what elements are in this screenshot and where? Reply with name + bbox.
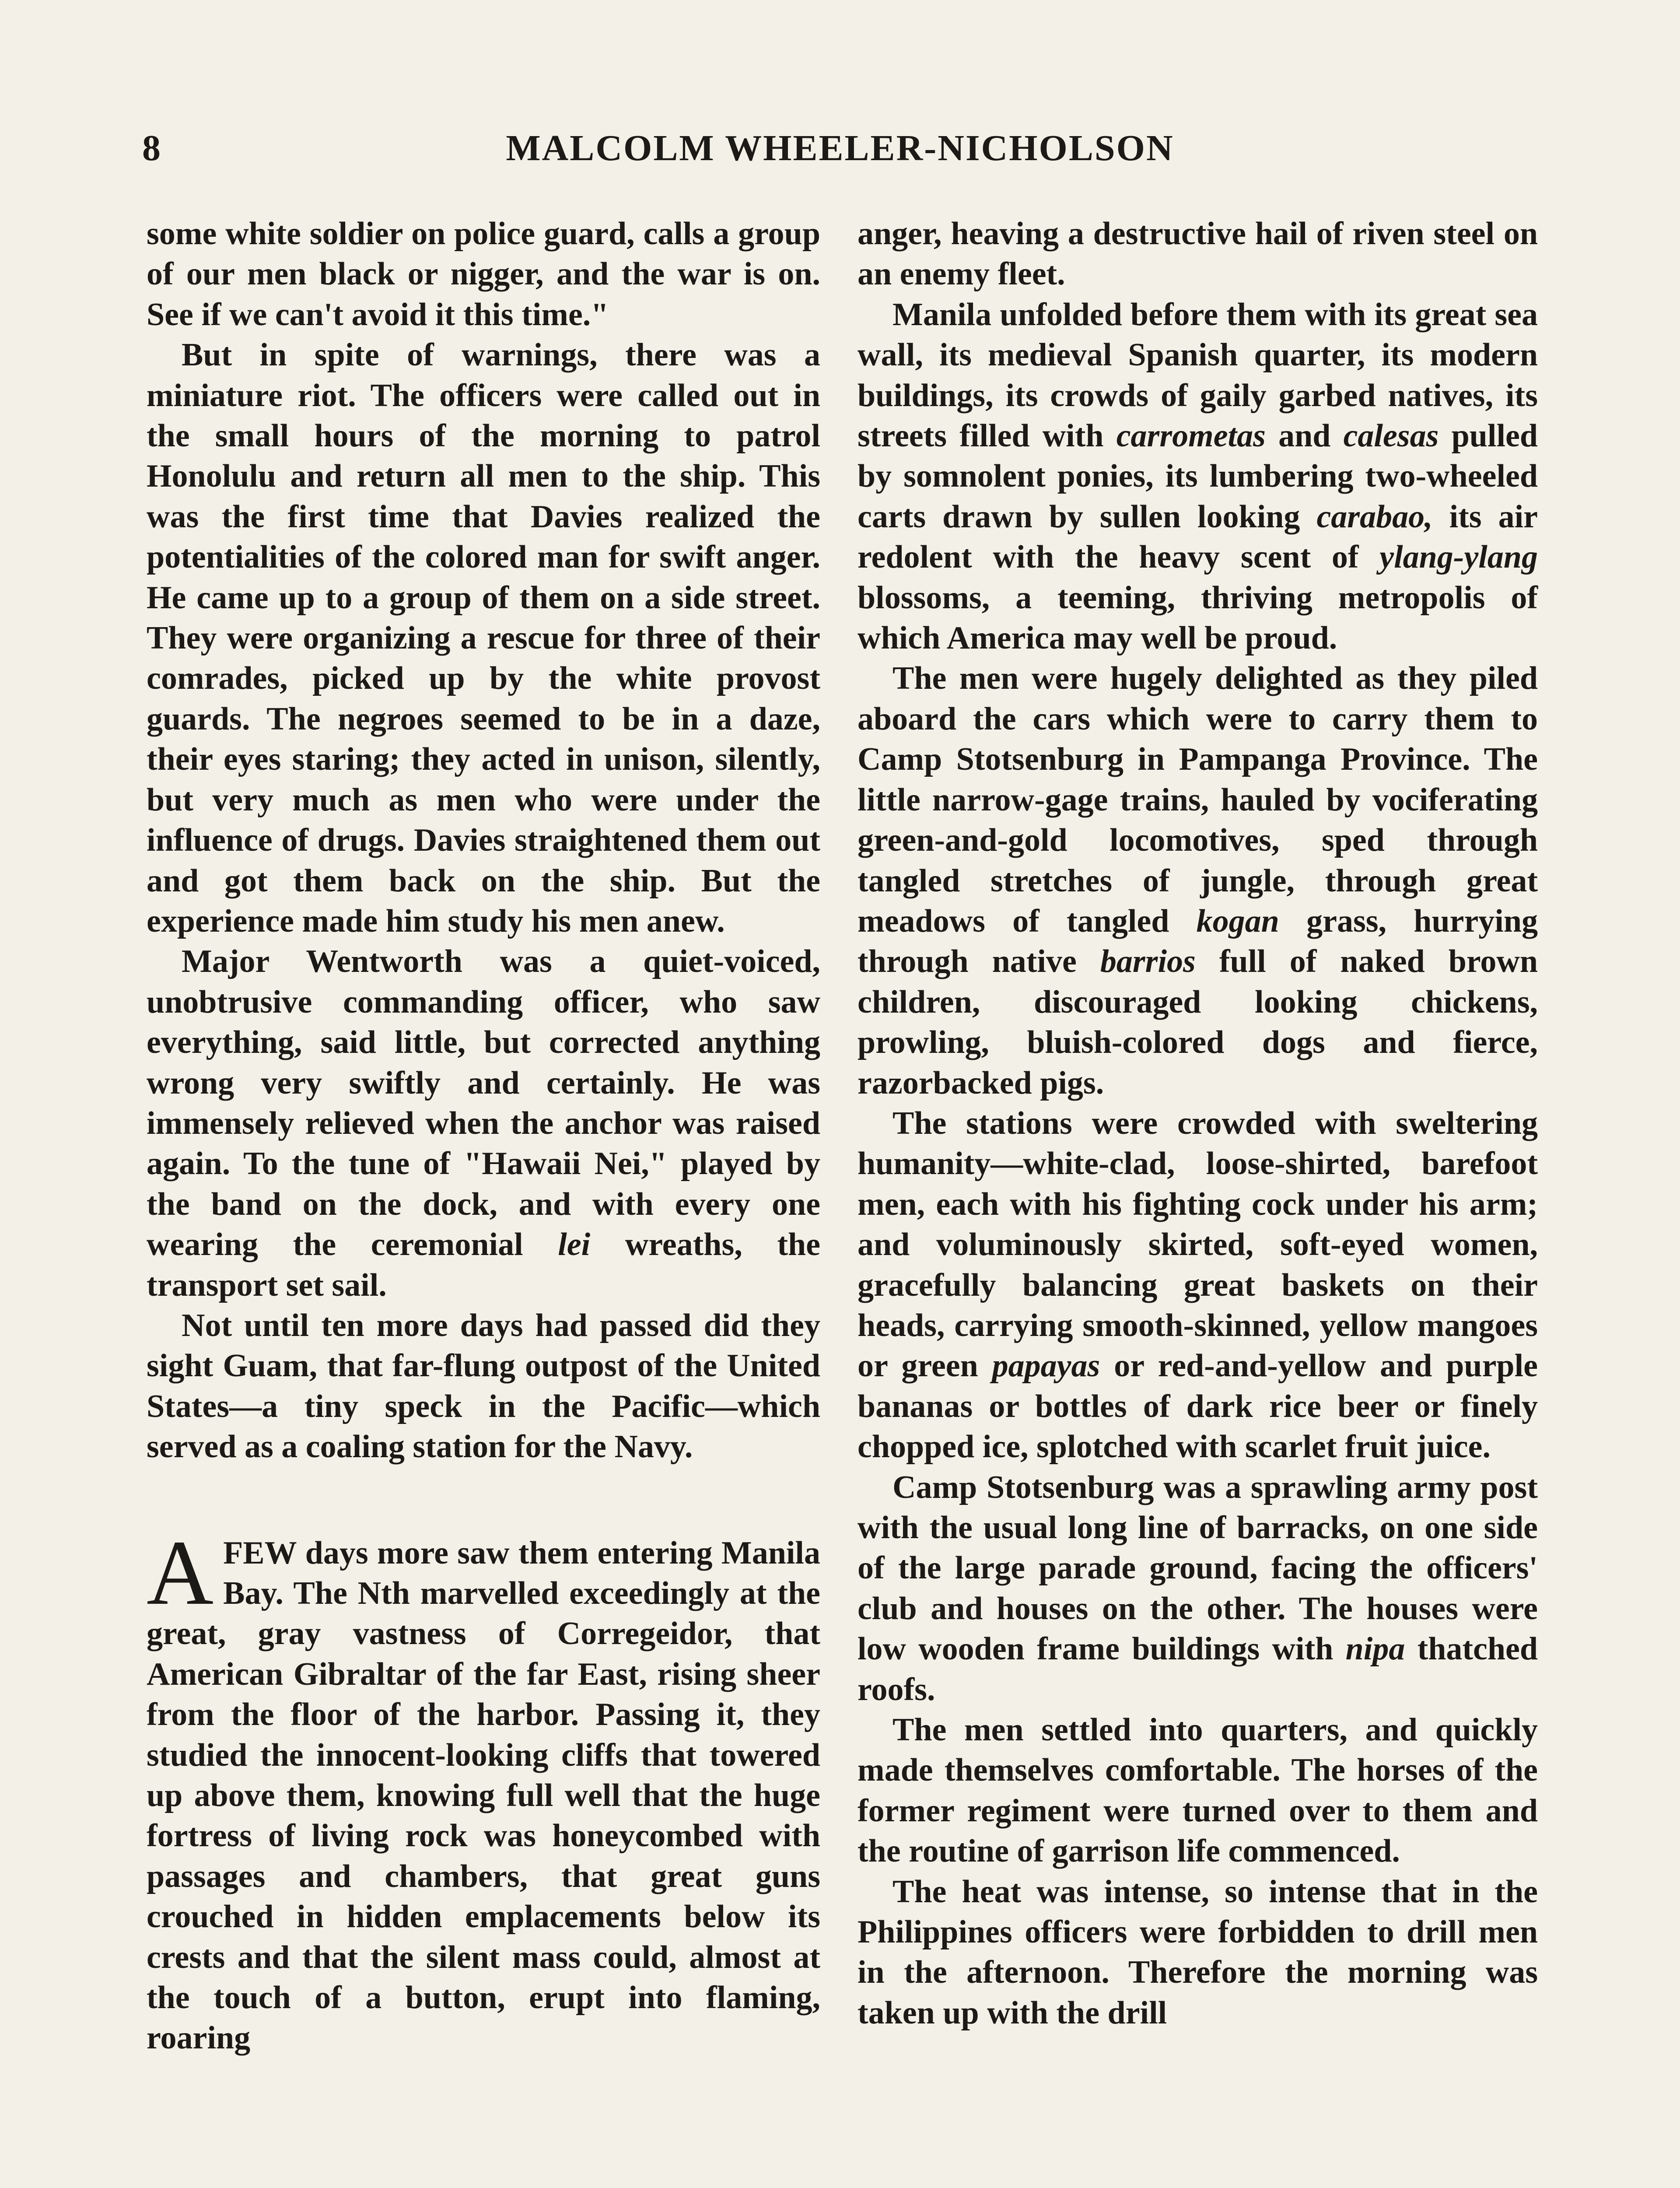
page-header (0, 127, 1680, 175)
paragraph: FEW days more saw them entering Manila Bay. The Nth marvelled exceedingly at the great, gray vastness of Corregeidor, that American Gibraltar of the far East, rising sheer from the floor of the harbor. Passing it, they studied the innocent-looking cliffs that towered up above them, knowing full well that the huge fortress of living rock was honeycombed with passages and chambers, that great guns crouched in hidden emplacements below its crests and that the silent mass could, almost at the touch of a button, erupt into flaming, roaring (147, 1535, 820, 2056)
paragraph: The stations were crowded with sweltering humanity—white-clad, loose-shirted, barefoot men, each with his fighting cock under his arm; and voluminously skirted, soft-eyed women, gracefully balancing great baskets on their heads, carrying smooth-skinned, yellow mangoes or green papayas or red-and-yellow and purple bananas or bottles of dark rice beer or finely chopped ice, splotched with scarlet fruit juice. (858, 1105, 1538, 1465)
paragraph: anger, heaving a destructive hail of riven steel on an enemy fleet. (858, 216, 1538, 292)
drop-cap: A (147, 1521, 214, 1624)
paragraph: The men settled into quarters, and quickly made themselves comfortable. The horses of the former regiment were turned over to them and the routine of garrison life commenced. (858, 1712, 1538, 1869)
italic-term: carrometas (1116, 418, 1266, 454)
section-break (147, 1521, 820, 2058)
italic-term: calesas (1343, 418, 1439, 454)
italic-term: papayas (992, 1348, 1100, 1384)
italic-term: carabao, (1316, 498, 1433, 535)
paragraph: Manila unfolded before them with its great sea wall, its medieval Spanish quarter, its modern buildings, its crowds of gaily garbed natives, its streets filled with carrometas and calesas pulled by somnolent ponies, its lumbering two-wheeled carts drawn by sullen looking carabao, its air redolent with the heavy scent of ylang-ylang blossoms, a teeming, thriving metropolis of which America may well be proud. (858, 296, 1538, 656)
left-column (147, 214, 820, 2058)
paragraph: Camp Stotsenburg was a sprawling army post with the usual long line of barracks, on one side of the large parade ground, facing the officers' club and houses on the other. The houses were low wooden frame buildings with nipa thatched roofs. (858, 1469, 1538, 1708)
running-head: MALCOLM WHEELER-NICHOLSON (506, 128, 1174, 168)
italic-term: lei (558, 1227, 591, 1263)
italic-term: nipa (1345, 1631, 1405, 1667)
paragraph: But in spite of warnings, there was a miniature riot. The officers were called out in the small hours of the morning to patrol Honolulu and return all men to the ship. This was the first time that Davies realized the potentialities of the colored man for swift anger. He came up to a group of them on a side street. They were organizing a rescue for three of their comrades, picked up by the white provost guards. The negroes seemed to be in a daze, their eyes staring; they acted in unison, silently, but very much as men who were under the influence of drugs. Davies straightened them out and got them back on the ship. But the experience made him study his men anew. (147, 337, 820, 939)
paragraph: Not until ten more days had passed did they sight Guam, that far-flung outpost of the United States—a tiny speck in the Pacific—which served as a coaling station for the Navy. (147, 1307, 820, 1465)
right-column (858, 214, 1538, 2033)
paragraph: some white soldier on police guard, calls a group of our men black or nigger, and the war is on. See if we can't avoid it this time." (147, 216, 820, 333)
page-number: 8 (142, 128, 161, 168)
italic-term: ylang-ylang (1379, 539, 1538, 575)
italic-term: barrios (1100, 943, 1196, 980)
paragraph: Major Wentworth was a quiet-voiced, unobtrusive commanding officer, who saw everything, said little, but corrected anything wrong very swiftly and certainly. He was immensely relieved when the anchor was raised again. To the tune of "Hawaii Nei," played by the band on the dock, and with every one wearing the ceremonial lei wreaths, the transport set sail. (147, 943, 820, 1303)
paragraph: The men were hugely delighted as they piled aboard the cars which were to carry them to Camp Stotsenburg in Pampanga Province. The little narrow-gage trains, hauled by vociferating green-and-gold locomotives, sped through tangled stretches of jungle, through great meadows of tangled kogan grass, hurrying through native barrios full of naked brown children, discouraged looking chickens, prowling, bluish-colored dogs and fierce, razorbacked pigs. (858, 660, 1538, 1101)
italic-term: kogan (1196, 903, 1279, 939)
paragraph: The heat was intense, so intense that in the Philippines officers were forbidden to drill men in the afternoon. Therefore the morning was taken up with the drill (858, 1873, 1538, 2031)
